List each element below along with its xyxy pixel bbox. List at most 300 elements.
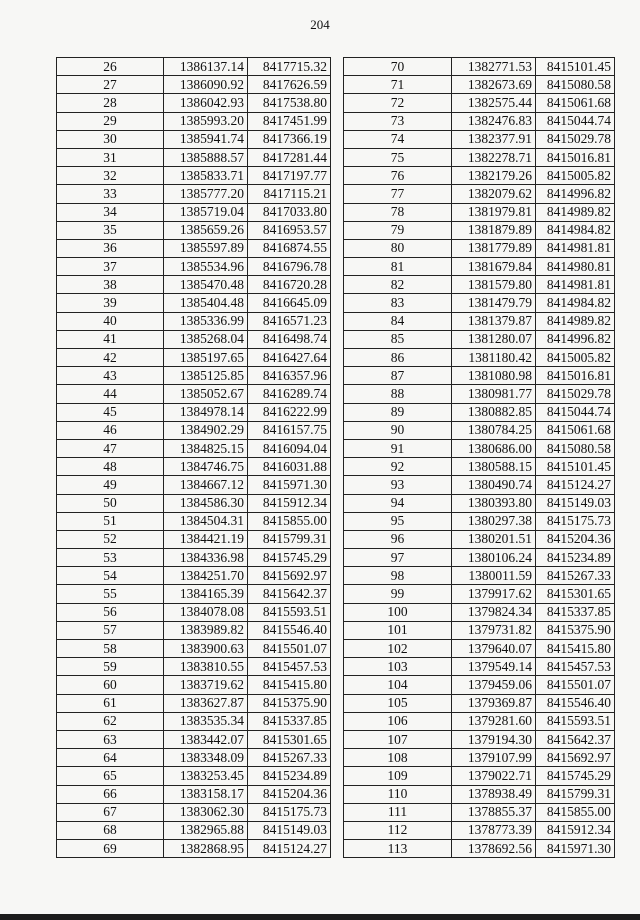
table-row xyxy=(344,167,615,185)
table-row xyxy=(344,803,615,821)
x-coordinate-cell: 1384336.98 xyxy=(164,549,248,567)
point-number-cell: 42 xyxy=(57,349,164,367)
y-coordinate-cell: 8416796.78 xyxy=(248,258,331,276)
y-coordinate-cell: 8415080.58 xyxy=(536,76,615,94)
y-coordinate-cell: 8415175.73 xyxy=(536,512,615,530)
table-row xyxy=(344,203,615,221)
y-coordinate-cell: 8416157.75 xyxy=(248,421,331,439)
x-coordinate-cell: 1382476.83 xyxy=(452,112,536,130)
x-coordinate-cell: 1385719.04 xyxy=(164,203,248,221)
x-coordinate-cell: 1382673.69 xyxy=(452,76,536,94)
y-coordinate-cell: 8415855.00 xyxy=(248,512,331,530)
point-number-cell: 34 xyxy=(57,203,164,221)
table-row xyxy=(57,549,331,567)
table-row xyxy=(57,76,331,94)
y-coordinate-cell: 8417115.21 xyxy=(248,185,331,203)
table-row xyxy=(344,603,615,621)
point-number-cell: 73 xyxy=(344,112,452,130)
point-number-cell: 31 xyxy=(57,148,164,166)
x-coordinate-cell: 1383900.63 xyxy=(164,640,248,658)
y-coordinate-cell: 8415101.45 xyxy=(536,58,615,76)
point-number-cell: 89 xyxy=(344,403,452,421)
x-coordinate-cell: 1383627.87 xyxy=(164,694,248,712)
point-number-cell: 70 xyxy=(344,58,452,76)
table-row xyxy=(57,167,331,185)
point-number-cell: 90 xyxy=(344,421,452,439)
point-number-cell: 41 xyxy=(57,330,164,348)
point-number-cell: 38 xyxy=(57,276,164,294)
y-coordinate-cell: 8415234.89 xyxy=(248,767,331,785)
table-row xyxy=(344,385,615,403)
table-row xyxy=(344,512,615,530)
x-coordinate-cell: 1381479.79 xyxy=(452,294,536,312)
y-coordinate-cell: 8415971.30 xyxy=(536,840,615,858)
x-coordinate-cell: 1382278.71 xyxy=(452,148,536,166)
y-coordinate-cell: 8415375.90 xyxy=(536,621,615,639)
table-row xyxy=(344,258,615,276)
table-row xyxy=(344,676,615,694)
y-coordinate-cell: 8415855.00 xyxy=(536,803,615,821)
point-number-cell: 84 xyxy=(344,312,452,330)
x-coordinate-cell: 1386090.92 xyxy=(164,76,248,94)
x-coordinate-cell: 1385268.04 xyxy=(164,330,248,348)
y-coordinate-cell: 8415149.03 xyxy=(536,494,615,512)
table-row xyxy=(344,821,615,839)
x-coordinate-cell: 1383253.45 xyxy=(164,767,248,785)
x-coordinate-cell: 1379459.06 xyxy=(452,676,536,694)
point-number-cell: 101 xyxy=(344,621,452,639)
point-number-cell: 98 xyxy=(344,567,452,585)
x-coordinate-cell: 1382868.95 xyxy=(164,840,248,858)
table-row xyxy=(344,439,615,457)
y-coordinate-cell: 8415124.27 xyxy=(536,476,615,494)
point-number-cell: 40 xyxy=(57,312,164,330)
table-row xyxy=(57,439,331,457)
x-coordinate-cell: 1384586.30 xyxy=(164,494,248,512)
table-row xyxy=(344,494,615,512)
x-coordinate-cell: 1380201.51 xyxy=(452,530,536,548)
table-row xyxy=(344,840,615,858)
point-number-cell: 83 xyxy=(344,294,452,312)
point-number-cell: 61 xyxy=(57,694,164,712)
x-coordinate-cell: 1383810.55 xyxy=(164,658,248,676)
y-coordinate-cell: 8415546.40 xyxy=(536,694,615,712)
table-row xyxy=(57,821,331,839)
y-coordinate-cell: 8415415.80 xyxy=(248,676,331,694)
point-number-cell: 29 xyxy=(57,112,164,130)
y-coordinate-cell: 8414996.82 xyxy=(536,185,615,203)
y-coordinate-cell: 8414981.81 xyxy=(536,239,615,257)
x-coordinate-cell: 1384825.15 xyxy=(164,439,248,457)
x-coordinate-cell: 1379194.30 xyxy=(452,730,536,748)
x-coordinate-cell: 1382377.91 xyxy=(452,130,536,148)
point-number-cell: 72 xyxy=(344,94,452,112)
y-coordinate-cell: 8415301.65 xyxy=(248,730,331,748)
y-coordinate-cell: 8415016.81 xyxy=(536,148,615,166)
x-coordinate-cell: 1384978.14 xyxy=(164,403,248,421)
table-row xyxy=(344,367,615,385)
x-coordinate-cell: 1385125.85 xyxy=(164,367,248,385)
table-row xyxy=(344,476,615,494)
point-number-cell: 71 xyxy=(344,76,452,94)
point-number-cell: 76 xyxy=(344,167,452,185)
y-coordinate-cell: 8416645.09 xyxy=(248,294,331,312)
point-number-cell: 30 xyxy=(57,130,164,148)
x-coordinate-cell: 1379731.82 xyxy=(452,621,536,639)
page-bottom-edge xyxy=(0,914,640,920)
table-row xyxy=(57,840,331,858)
table-row xyxy=(57,148,331,166)
table-row xyxy=(57,203,331,221)
point-number-cell: 49 xyxy=(57,476,164,494)
y-coordinate-cell: 8415692.97 xyxy=(536,749,615,767)
y-coordinate-cell: 8415745.29 xyxy=(536,767,615,785)
y-coordinate-cell: 8416571.23 xyxy=(248,312,331,330)
x-coordinate-cell: 1380882.85 xyxy=(452,403,536,421)
table-row xyxy=(57,585,331,603)
table-row xyxy=(57,567,331,585)
table-row xyxy=(57,640,331,658)
y-coordinate-cell: 8415016.81 xyxy=(536,367,615,385)
point-number-cell: 96 xyxy=(344,530,452,548)
y-coordinate-cell: 8416498.74 xyxy=(248,330,331,348)
table-row xyxy=(344,640,615,658)
y-coordinate-cell: 8414984.82 xyxy=(536,221,615,239)
table-row xyxy=(344,312,615,330)
point-number-cell: 69 xyxy=(57,840,164,858)
point-number-cell: 52 xyxy=(57,530,164,548)
x-coordinate-cell: 1381180.42 xyxy=(452,349,536,367)
table-row xyxy=(57,621,331,639)
x-coordinate-cell: 1385888.57 xyxy=(164,148,248,166)
table-row xyxy=(57,712,331,730)
point-number-cell: 27 xyxy=(57,76,164,94)
x-coordinate-cell: 1379369.87 xyxy=(452,694,536,712)
point-number-cell: 78 xyxy=(344,203,452,221)
point-number-cell: 103 xyxy=(344,658,452,676)
x-coordinate-cell: 1385833.71 xyxy=(164,167,248,185)
point-number-cell: 39 xyxy=(57,294,164,312)
x-coordinate-cell: 1384902.29 xyxy=(164,421,248,439)
x-coordinate-cell: 1385052.67 xyxy=(164,385,248,403)
y-coordinate-cell: 8415799.31 xyxy=(248,530,331,548)
x-coordinate-cell: 1380297.38 xyxy=(452,512,536,530)
x-coordinate-cell: 1380106.24 xyxy=(452,549,536,567)
y-coordinate-cell: 8416720.28 xyxy=(248,276,331,294)
point-number-cell: 100 xyxy=(344,603,452,621)
y-coordinate-cell: 8415267.33 xyxy=(248,749,331,767)
y-coordinate-cell: 8415044.74 xyxy=(536,403,615,421)
point-number-cell: 68 xyxy=(57,821,164,839)
x-coordinate-cell: 1380393.80 xyxy=(452,494,536,512)
x-coordinate-cell: 1383719.62 xyxy=(164,676,248,694)
y-coordinate-cell: 8415175.73 xyxy=(248,803,331,821)
table-row xyxy=(344,330,615,348)
y-coordinate-cell: 8415204.36 xyxy=(248,785,331,803)
table-row xyxy=(57,694,331,712)
table-row xyxy=(344,458,615,476)
point-number-cell: 79 xyxy=(344,221,452,239)
point-number-cell: 36 xyxy=(57,239,164,257)
point-number-cell: 94 xyxy=(344,494,452,512)
table-row xyxy=(57,458,331,476)
x-coordinate-cell: 1378938.49 xyxy=(452,785,536,803)
y-coordinate-cell: 8415642.37 xyxy=(536,730,615,748)
point-number-cell: 88 xyxy=(344,385,452,403)
table-row xyxy=(57,749,331,767)
y-coordinate-cell: 8415337.85 xyxy=(536,603,615,621)
point-number-cell: 64 xyxy=(57,749,164,767)
point-number-cell: 62 xyxy=(57,712,164,730)
table-row xyxy=(344,621,615,639)
point-number-cell: 91 xyxy=(344,439,452,457)
point-number-cell: 81 xyxy=(344,258,452,276)
x-coordinate-cell: 1383348.09 xyxy=(164,749,248,767)
point-number-cell: 28 xyxy=(57,94,164,112)
x-coordinate-cell: 1379917.62 xyxy=(452,585,536,603)
table-row xyxy=(57,367,331,385)
point-number-cell: 56 xyxy=(57,603,164,621)
point-number-cell: 104 xyxy=(344,676,452,694)
point-number-cell: 80 xyxy=(344,239,452,257)
x-coordinate-cell: 1383158.17 xyxy=(164,785,248,803)
y-coordinate-cell: 8415124.27 xyxy=(248,840,331,858)
x-coordinate-cell: 1384504.31 xyxy=(164,512,248,530)
y-coordinate-cell: 8415546.40 xyxy=(248,621,331,639)
x-coordinate-cell: 1385777.20 xyxy=(164,185,248,203)
table-row xyxy=(57,785,331,803)
point-number-cell: 32 xyxy=(57,167,164,185)
x-coordinate-cell: 1385404.48 xyxy=(164,294,248,312)
point-number-cell: 97 xyxy=(344,549,452,567)
x-coordinate-cell: 1380784.25 xyxy=(452,421,536,439)
table-row xyxy=(57,239,331,257)
y-coordinate-cell: 8417197.77 xyxy=(248,167,331,185)
y-coordinate-cell: 8415457.53 xyxy=(248,658,331,676)
point-number-cell: 82 xyxy=(344,276,452,294)
y-coordinate-cell: 8417451.99 xyxy=(248,112,331,130)
table-row xyxy=(57,221,331,239)
x-coordinate-cell: 1381779.89 xyxy=(452,239,536,257)
x-coordinate-cell: 1381080.98 xyxy=(452,367,536,385)
point-number-cell: 85 xyxy=(344,330,452,348)
table-row xyxy=(344,130,615,148)
y-coordinate-cell: 8415912.34 xyxy=(536,821,615,839)
x-coordinate-cell: 1380588.15 xyxy=(452,458,536,476)
x-coordinate-cell: 1385470.48 xyxy=(164,276,248,294)
y-coordinate-cell: 8415501.07 xyxy=(248,640,331,658)
table-row xyxy=(344,403,615,421)
x-coordinate-cell: 1386042.93 xyxy=(164,94,248,112)
y-coordinate-cell: 8417626.59 xyxy=(248,76,331,94)
table-row xyxy=(57,403,331,421)
y-coordinate-cell: 8414980.81 xyxy=(536,258,615,276)
table-row xyxy=(344,276,615,294)
table-row xyxy=(57,94,331,112)
table-row xyxy=(344,549,615,567)
y-coordinate-cell: 8415692.97 xyxy=(248,567,331,585)
y-coordinate-cell: 8415234.89 xyxy=(536,549,615,567)
x-coordinate-cell: 1378855.37 xyxy=(452,803,536,821)
y-coordinate-cell: 8416289.74 xyxy=(248,385,331,403)
point-number-cell: 58 xyxy=(57,640,164,658)
table-row xyxy=(344,712,615,730)
x-coordinate-cell: 1380981.77 xyxy=(452,385,536,403)
x-coordinate-cell: 1379022.71 xyxy=(452,767,536,785)
table-row xyxy=(57,385,331,403)
y-coordinate-cell: 8415501.07 xyxy=(536,676,615,694)
table-row xyxy=(344,658,615,676)
table-row xyxy=(344,785,615,803)
point-number-cell: 102 xyxy=(344,640,452,658)
y-coordinate-cell: 8415080.58 xyxy=(536,439,615,457)
x-coordinate-cell: 1386137.14 xyxy=(164,58,248,76)
x-coordinate-cell: 1385941.74 xyxy=(164,130,248,148)
coordinate-table-right xyxy=(343,57,615,858)
table-row xyxy=(344,585,615,603)
table-row xyxy=(57,530,331,548)
y-coordinate-cell: 8415029.78 xyxy=(536,385,615,403)
y-coordinate-cell: 8415061.68 xyxy=(536,421,615,439)
table-row xyxy=(57,349,331,367)
table-row xyxy=(344,749,615,767)
table-row xyxy=(57,658,331,676)
y-coordinate-cell: 8414989.82 xyxy=(536,203,615,221)
y-coordinate-cell: 8416222.99 xyxy=(248,403,331,421)
table-row xyxy=(57,112,331,130)
x-coordinate-cell: 1378773.39 xyxy=(452,821,536,839)
point-number-cell: 55 xyxy=(57,585,164,603)
point-number-cell: 87 xyxy=(344,367,452,385)
x-coordinate-cell: 1384078.08 xyxy=(164,603,248,621)
table-row xyxy=(57,476,331,494)
y-coordinate-cell: 8415044.74 xyxy=(536,112,615,130)
x-coordinate-cell: 1383989.82 xyxy=(164,621,248,639)
x-coordinate-cell: 1379824.34 xyxy=(452,603,536,621)
table-row xyxy=(344,221,615,239)
x-coordinate-cell: 1382575.44 xyxy=(452,94,536,112)
table-row xyxy=(57,767,331,785)
point-number-cell: 57 xyxy=(57,621,164,639)
x-coordinate-cell: 1382771.53 xyxy=(452,58,536,76)
table-row xyxy=(57,330,331,348)
point-number-cell: 44 xyxy=(57,385,164,403)
point-number-cell: 108 xyxy=(344,749,452,767)
x-coordinate-cell: 1385993.20 xyxy=(164,112,248,130)
x-coordinate-cell: 1381280.07 xyxy=(452,330,536,348)
x-coordinate-cell: 1385659.26 xyxy=(164,221,248,239)
point-number-cell: 111 xyxy=(344,803,452,821)
y-coordinate-cell: 8415267.33 xyxy=(536,567,615,585)
point-number-cell: 105 xyxy=(344,694,452,712)
table-row xyxy=(344,294,615,312)
y-coordinate-cell: 8416357.96 xyxy=(248,367,331,385)
point-number-cell: 77 xyxy=(344,185,452,203)
table-row xyxy=(57,258,331,276)
point-number-cell: 92 xyxy=(344,458,452,476)
y-coordinate-cell: 8414984.82 xyxy=(536,294,615,312)
point-number-cell: 67 xyxy=(57,803,164,821)
y-coordinate-cell: 8415642.37 xyxy=(248,585,331,603)
y-coordinate-cell: 8415061.68 xyxy=(536,94,615,112)
x-coordinate-cell: 1385534.96 xyxy=(164,258,248,276)
table-row xyxy=(57,512,331,530)
table-row xyxy=(57,185,331,203)
x-coordinate-cell: 1384165.39 xyxy=(164,585,248,603)
point-number-cell: 65 xyxy=(57,767,164,785)
table-row xyxy=(57,58,331,76)
point-number-cell: 106 xyxy=(344,712,452,730)
point-number-cell: 112 xyxy=(344,821,452,839)
x-coordinate-cell: 1380686.00 xyxy=(452,439,536,457)
y-coordinate-cell: 8415149.03 xyxy=(248,821,331,839)
y-coordinate-cell: 8417366.19 xyxy=(248,130,331,148)
x-coordinate-cell: 1381879.89 xyxy=(452,221,536,239)
table-row xyxy=(344,185,615,203)
x-coordinate-cell: 1384667.12 xyxy=(164,476,248,494)
x-coordinate-cell: 1380011.59 xyxy=(452,567,536,585)
table-row xyxy=(344,239,615,257)
x-coordinate-cell: 1381679.84 xyxy=(452,258,536,276)
y-coordinate-cell: 8416953.57 xyxy=(248,221,331,239)
y-coordinate-cell: 8415415.80 xyxy=(536,640,615,658)
x-coordinate-cell: 1380490.74 xyxy=(452,476,536,494)
point-number-cell: 113 xyxy=(344,840,452,858)
table-row xyxy=(344,76,615,94)
table-row xyxy=(344,567,615,585)
point-number-cell: 26 xyxy=(57,58,164,76)
y-coordinate-cell: 8416094.04 xyxy=(248,439,331,457)
x-coordinate-cell: 1381979.81 xyxy=(452,203,536,221)
point-number-cell: 93 xyxy=(344,476,452,494)
x-coordinate-cell: 1383062.30 xyxy=(164,803,248,821)
coordinate-table-left xyxy=(56,57,331,858)
point-number-cell: 60 xyxy=(57,676,164,694)
y-coordinate-cell: 8415005.82 xyxy=(536,349,615,367)
x-coordinate-cell: 1385197.65 xyxy=(164,349,248,367)
y-coordinate-cell: 8414996.82 xyxy=(536,330,615,348)
y-coordinate-cell: 8415593.51 xyxy=(536,712,615,730)
point-number-cell: 43 xyxy=(57,367,164,385)
x-coordinate-cell: 1381379.87 xyxy=(452,312,536,330)
point-number-cell: 59 xyxy=(57,658,164,676)
table-row xyxy=(57,276,331,294)
x-coordinate-cell: 1379549.14 xyxy=(452,658,536,676)
x-coordinate-cell: 1382079.62 xyxy=(452,185,536,203)
table-row xyxy=(57,603,331,621)
table-row xyxy=(57,130,331,148)
y-coordinate-cell: 8415204.36 xyxy=(536,530,615,548)
page-number: 204 xyxy=(310,17,330,32)
point-number-cell: 107 xyxy=(344,730,452,748)
table-row xyxy=(344,421,615,439)
point-number-cell: 53 xyxy=(57,549,164,567)
y-coordinate-cell: 8416427.64 xyxy=(248,349,331,367)
x-coordinate-cell: 1379640.07 xyxy=(452,640,536,658)
point-number-cell: 47 xyxy=(57,439,164,457)
point-number-cell: 95 xyxy=(344,512,452,530)
y-coordinate-cell: 8415301.65 xyxy=(536,585,615,603)
point-number-cell: 51 xyxy=(57,512,164,530)
x-coordinate-cell: 1385597.89 xyxy=(164,239,248,257)
x-coordinate-cell: 1382179.26 xyxy=(452,167,536,185)
x-coordinate-cell: 1379107.99 xyxy=(452,749,536,767)
y-coordinate-cell: 8415971.30 xyxy=(248,476,331,494)
point-number-cell: 99 xyxy=(344,585,452,603)
y-coordinate-cell: 8415337.85 xyxy=(248,712,331,730)
point-number-cell: 54 xyxy=(57,567,164,585)
x-coordinate-cell: 1384746.75 xyxy=(164,458,248,476)
